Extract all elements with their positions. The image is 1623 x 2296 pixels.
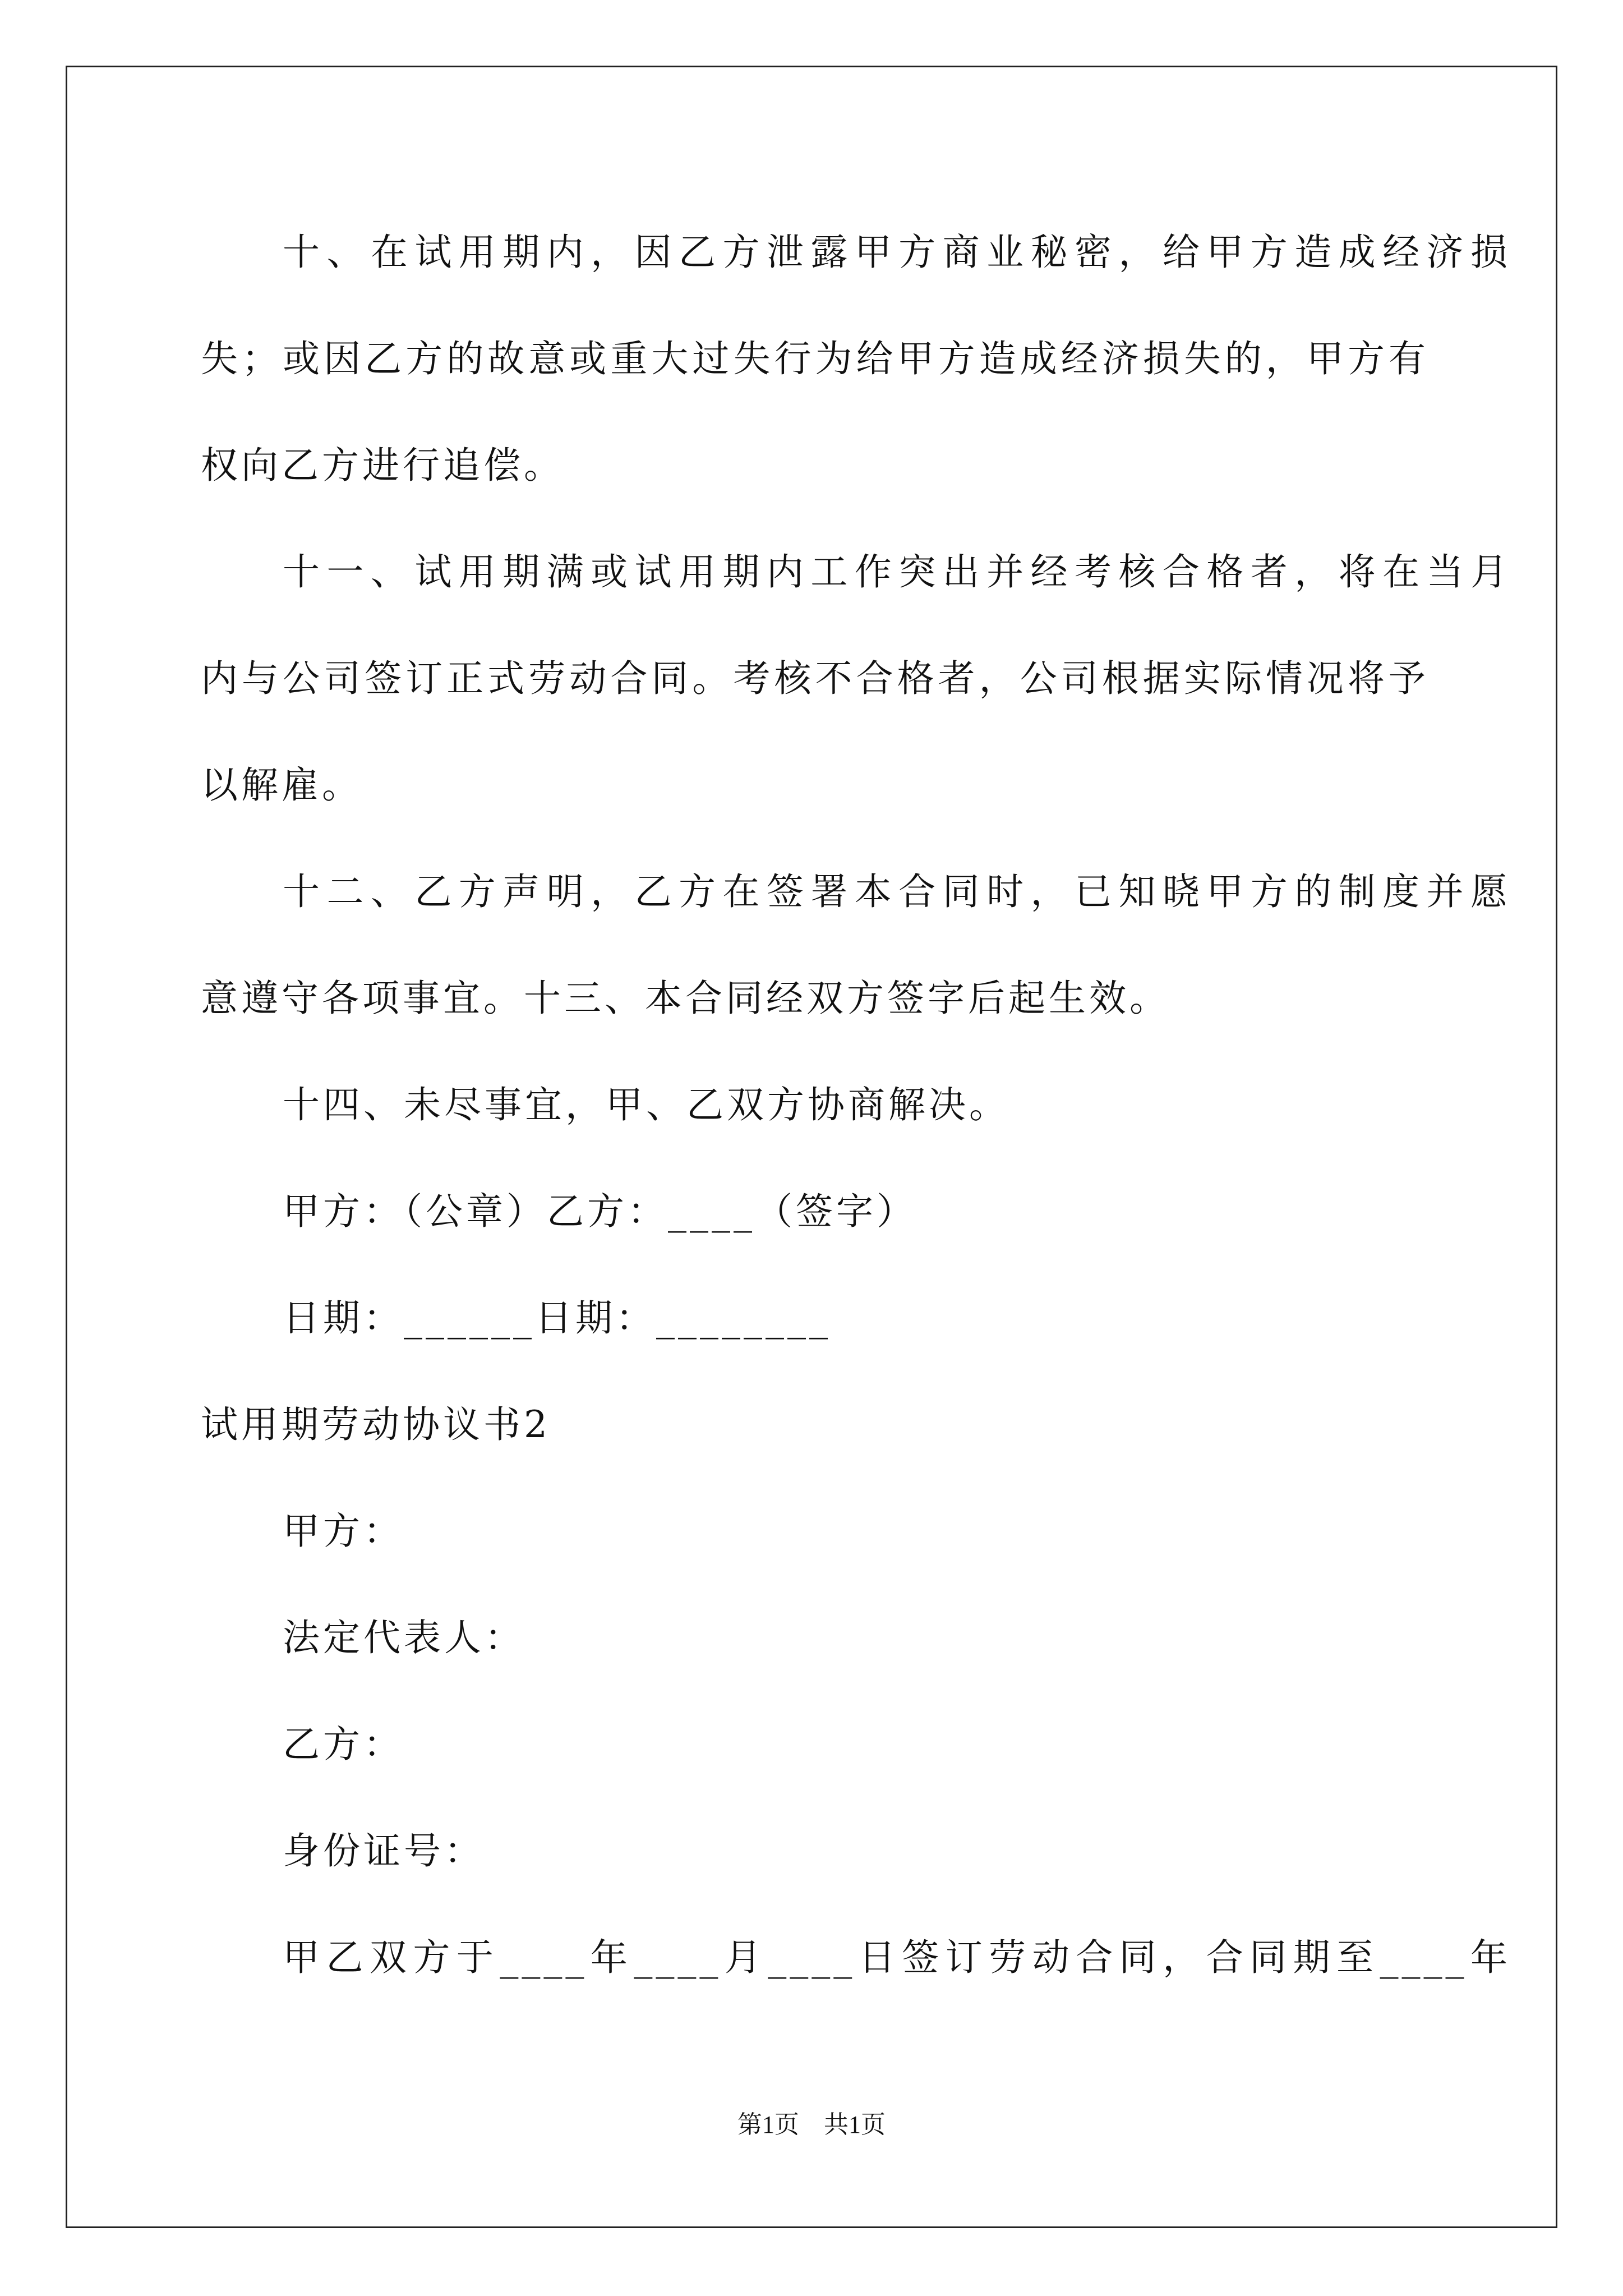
paragraph-10-line-1: 十、在试用期内，因乙方泄露甲方商业秘密，给甲方造成经济损 bbox=[283, 231, 1511, 274]
paragraph-11-line-3: 以解雇。 bbox=[201, 763, 362, 807]
contract-term-line: 甲乙双方于____年____月____日签订劳动合同，合同期至____年 bbox=[283, 1936, 1511, 1979]
paragraph-12-line-1: 十二、乙方声明，乙方在签署本合同时，已知晓甲方的制度并愿 bbox=[283, 870, 1511, 913]
paragraph-11-line-2: 内与公司签订正式劳动合同。考核不合格者，公司根据实际情况将予 bbox=[201, 657, 1429, 700]
paragraph-12-line-2: 意遵守各项事宜。十三、本合同经双方签字后起生效。 bbox=[201, 977, 1170, 1020]
signature-line: 甲方：（公章）乙方：____（签字） bbox=[283, 1190, 917, 1233]
party-a-label: 甲方： bbox=[283, 1510, 404, 1553]
paragraph-14: 十四、未尽事宜，甲、乙双方协商解决。 bbox=[283, 1083, 1009, 1126]
section-title: 试用期劳动协议书2 bbox=[201, 1403, 551, 1446]
page-border bbox=[66, 66, 1557, 2228]
party-b-label: 乙方： bbox=[283, 1723, 404, 1766]
page-number-footer: 第1页 共1页 bbox=[737, 2111, 886, 2138]
id-number-label: 身份证号： bbox=[283, 1829, 485, 1872]
legal-representative-label: 法定代表人： bbox=[283, 1616, 525, 1659]
paragraph-10-line-3: 权向乙方进行追偿。 bbox=[201, 444, 564, 487]
paragraph-11-line-1: 十一、试用期满或试用期内工作突出并经考核合格者，将在当月 bbox=[283, 550, 1511, 593]
date-line: 日期：______日期：________ bbox=[283, 1296, 831, 1340]
paragraph-10-line-2: 失；或因乙方的故意或重大过失行为给甲方造成经济损失的，甲方有 bbox=[201, 337, 1429, 380]
